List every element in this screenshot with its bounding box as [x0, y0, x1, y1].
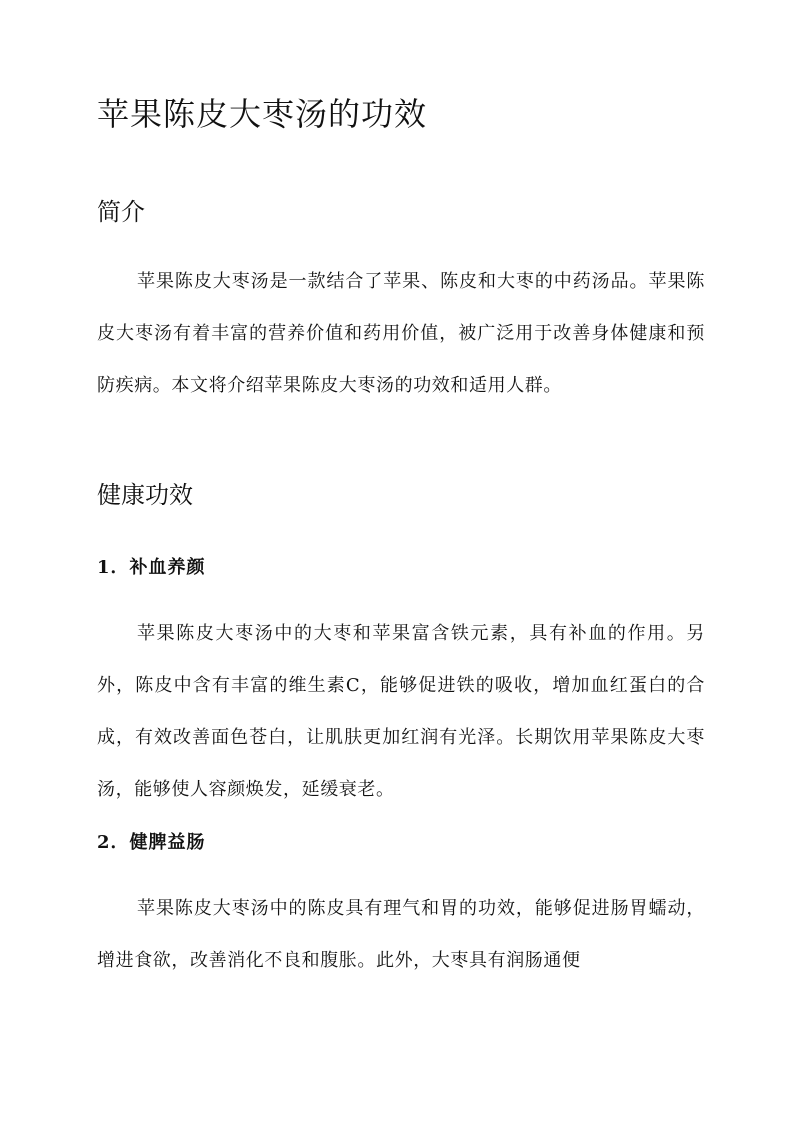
spleen-intestine-paragraph: 苹果陈皮大枣汤中的陈皮具有理气和胃的功效，能够促进肠胃蠕动，增进食欲，改善消化不良和腹胀。此外，大枣具有润肠通便 — [97, 898, 705, 971]
section-heading-health-benefits: 健康功效 — [97, 481, 193, 509]
intro-paragraph: 苹果陈皮大枣汤是一款结合了苹果、陈皮和大枣的中药汤品。苹果陈皮大枣汤有着丰富的营养价值和药用价值，被广泛用于改善身体健康和预防疾病。本文将介绍苹果陈皮大枣汤的功效和适用人群。 — [97, 271, 705, 396]
blood-beauty-paragraph: 苹果陈皮大枣汤中的大枣和苹果富含铁元素，具有补血的作用。另外，陈皮中含有丰富的维生素C，能够促进铁的吸收，增加血红蛋白的合成，有效改善面色苍白，让肌肤更加红润有光泽。长期饮用苹果陈皮大枣汤，能够使人容颜焕发，延缓衰老。 — [97, 623, 705, 800]
subheading-blood-beauty: 1．补血养颜 — [97, 557, 206, 578]
section-heading-intro: 简介 — [97, 198, 145, 226]
document-title: 苹果陈皮大枣汤的功效 — [97, 95, 428, 133]
subheading-spleen-intestine: 2．健脾益肠 — [97, 832, 206, 853]
